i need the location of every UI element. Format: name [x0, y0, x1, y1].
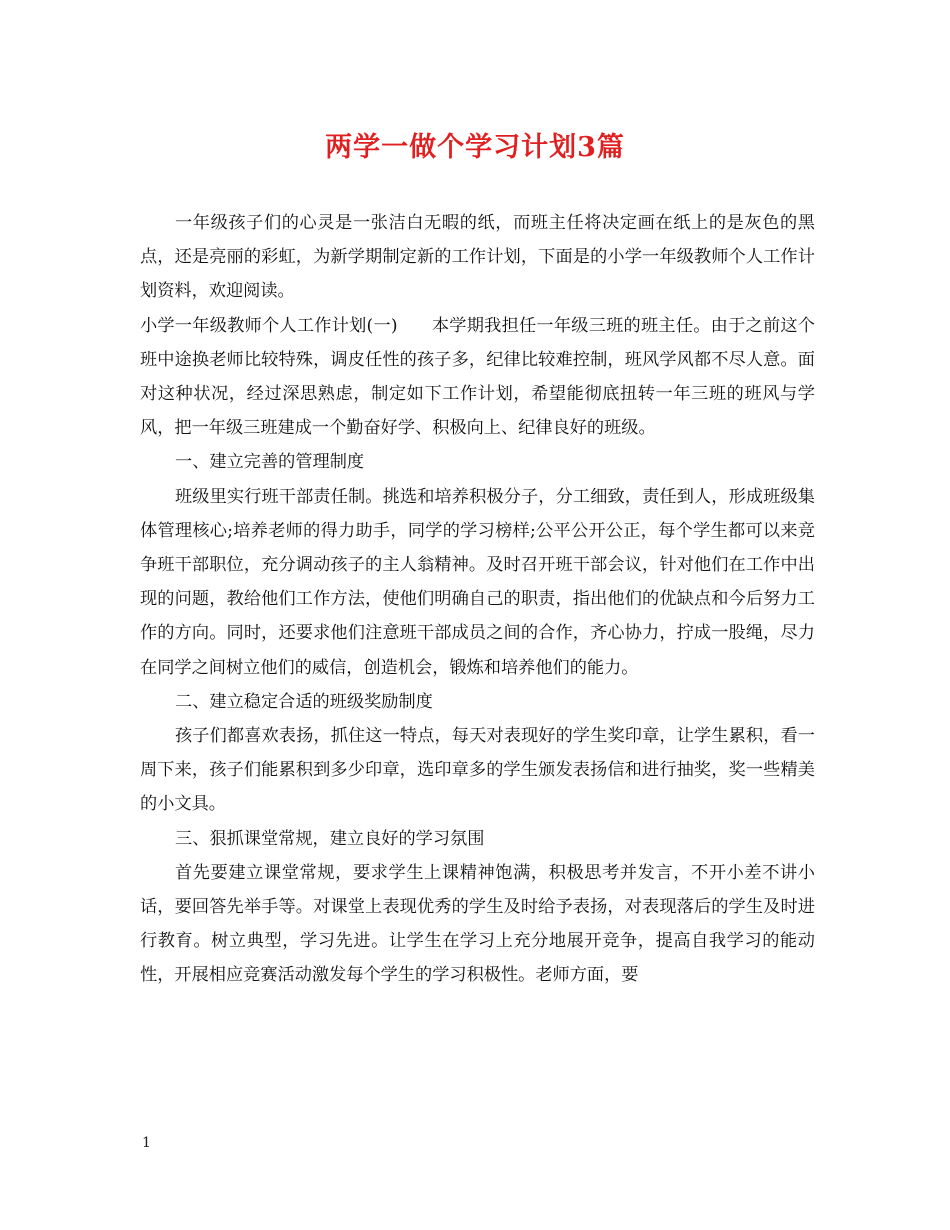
document-title: 两学一做个学习计划3篇	[325, 132, 625, 163]
section-first-paragraph: 本学期我担任一年级三班的班主任。由于之前这个班中途换老师比较特殊，调皮任性的孩子多，纪律比较难控制，班风学风都不尽人意。面对这种状况，经过深思熟虑，制定如下工作计划，希望能彻底扭转一年三班的班风与学风，把一年级三班建成一个勤奋好学、积极向上、纪律良好的班级。	[140, 315, 815, 439]
heading-management-system: 一、建立完善的管理制度	[175, 452, 365, 473]
page-number: 1	[142, 1135, 151, 1151]
document-body	[140, 206, 815, 993]
paragraph-classroom-routine: 首先要建立课堂常规，要求学生上课精神饱满，积极思考并发言，不开小差不讲小话，要回答先举手等。对课堂上表现优秀的学生及时给予表扬，对表现落后的学生及时进行教育。树立典型，学习先进。让学生在学习上充分地展开竞争，提高自我学习的能动性，开展相应竞赛活动激发每个学生的学习积极性。老师方面，要	[140, 862, 815, 986]
heading-reward-system: 二、建立稳定合适的班级奖励制度	[175, 691, 433, 712]
section-intro-paragraph	[140, 309, 815, 446]
section-heading: 小学一年级教师个人工作计划(一)	[140, 315, 398, 336]
heading-classroom-routine: 三、狠抓课堂常规，建立良好的学习氛围	[175, 828, 485, 849]
intro-paragraph: 一年级孩子们的心灵是一张洁白无暇的纸，而班主任将决定画在纸上的是灰色的黑点，还是亮丽的彩虹，为新学期制定新的工作计划，下面是的小学一年级教师个人工作计划资料，欢迎阅读。	[140, 213, 815, 302]
paragraph-management-system: 班级里实行班干部责任制。挑选和培养积极分子，分工细致，责任到人，形成班级集体管理核心;培养老师的得力助手，同学的学习榜样;公平公开公正，每个学生都可以来竞争班干部职位，充分调动孩子的主人翁精神。及时召开班干部会议，针对他们在工作中出现的问题，教给他们工作方法，使他们明确自己的职责，指出他们的优缺点和今后努力工作的方向。同时，还要求他们注意班干部成员之间的合作，齐心协力，拧成一股绳，尽力在同学之间树立他们的威信，创造机会，锻炼和培养他们的能力。	[140, 486, 815, 678]
paragraph-reward-system: 孩子们都喜欢表扬，抓住这一特点，每天对表现好的学生奖印章，让学生累积，看一周下来，孩子们能累积到多少印章，选印章多的学生颁发表扬信和进行抽奖，奖一些精美的小文具。	[140, 726, 815, 815]
